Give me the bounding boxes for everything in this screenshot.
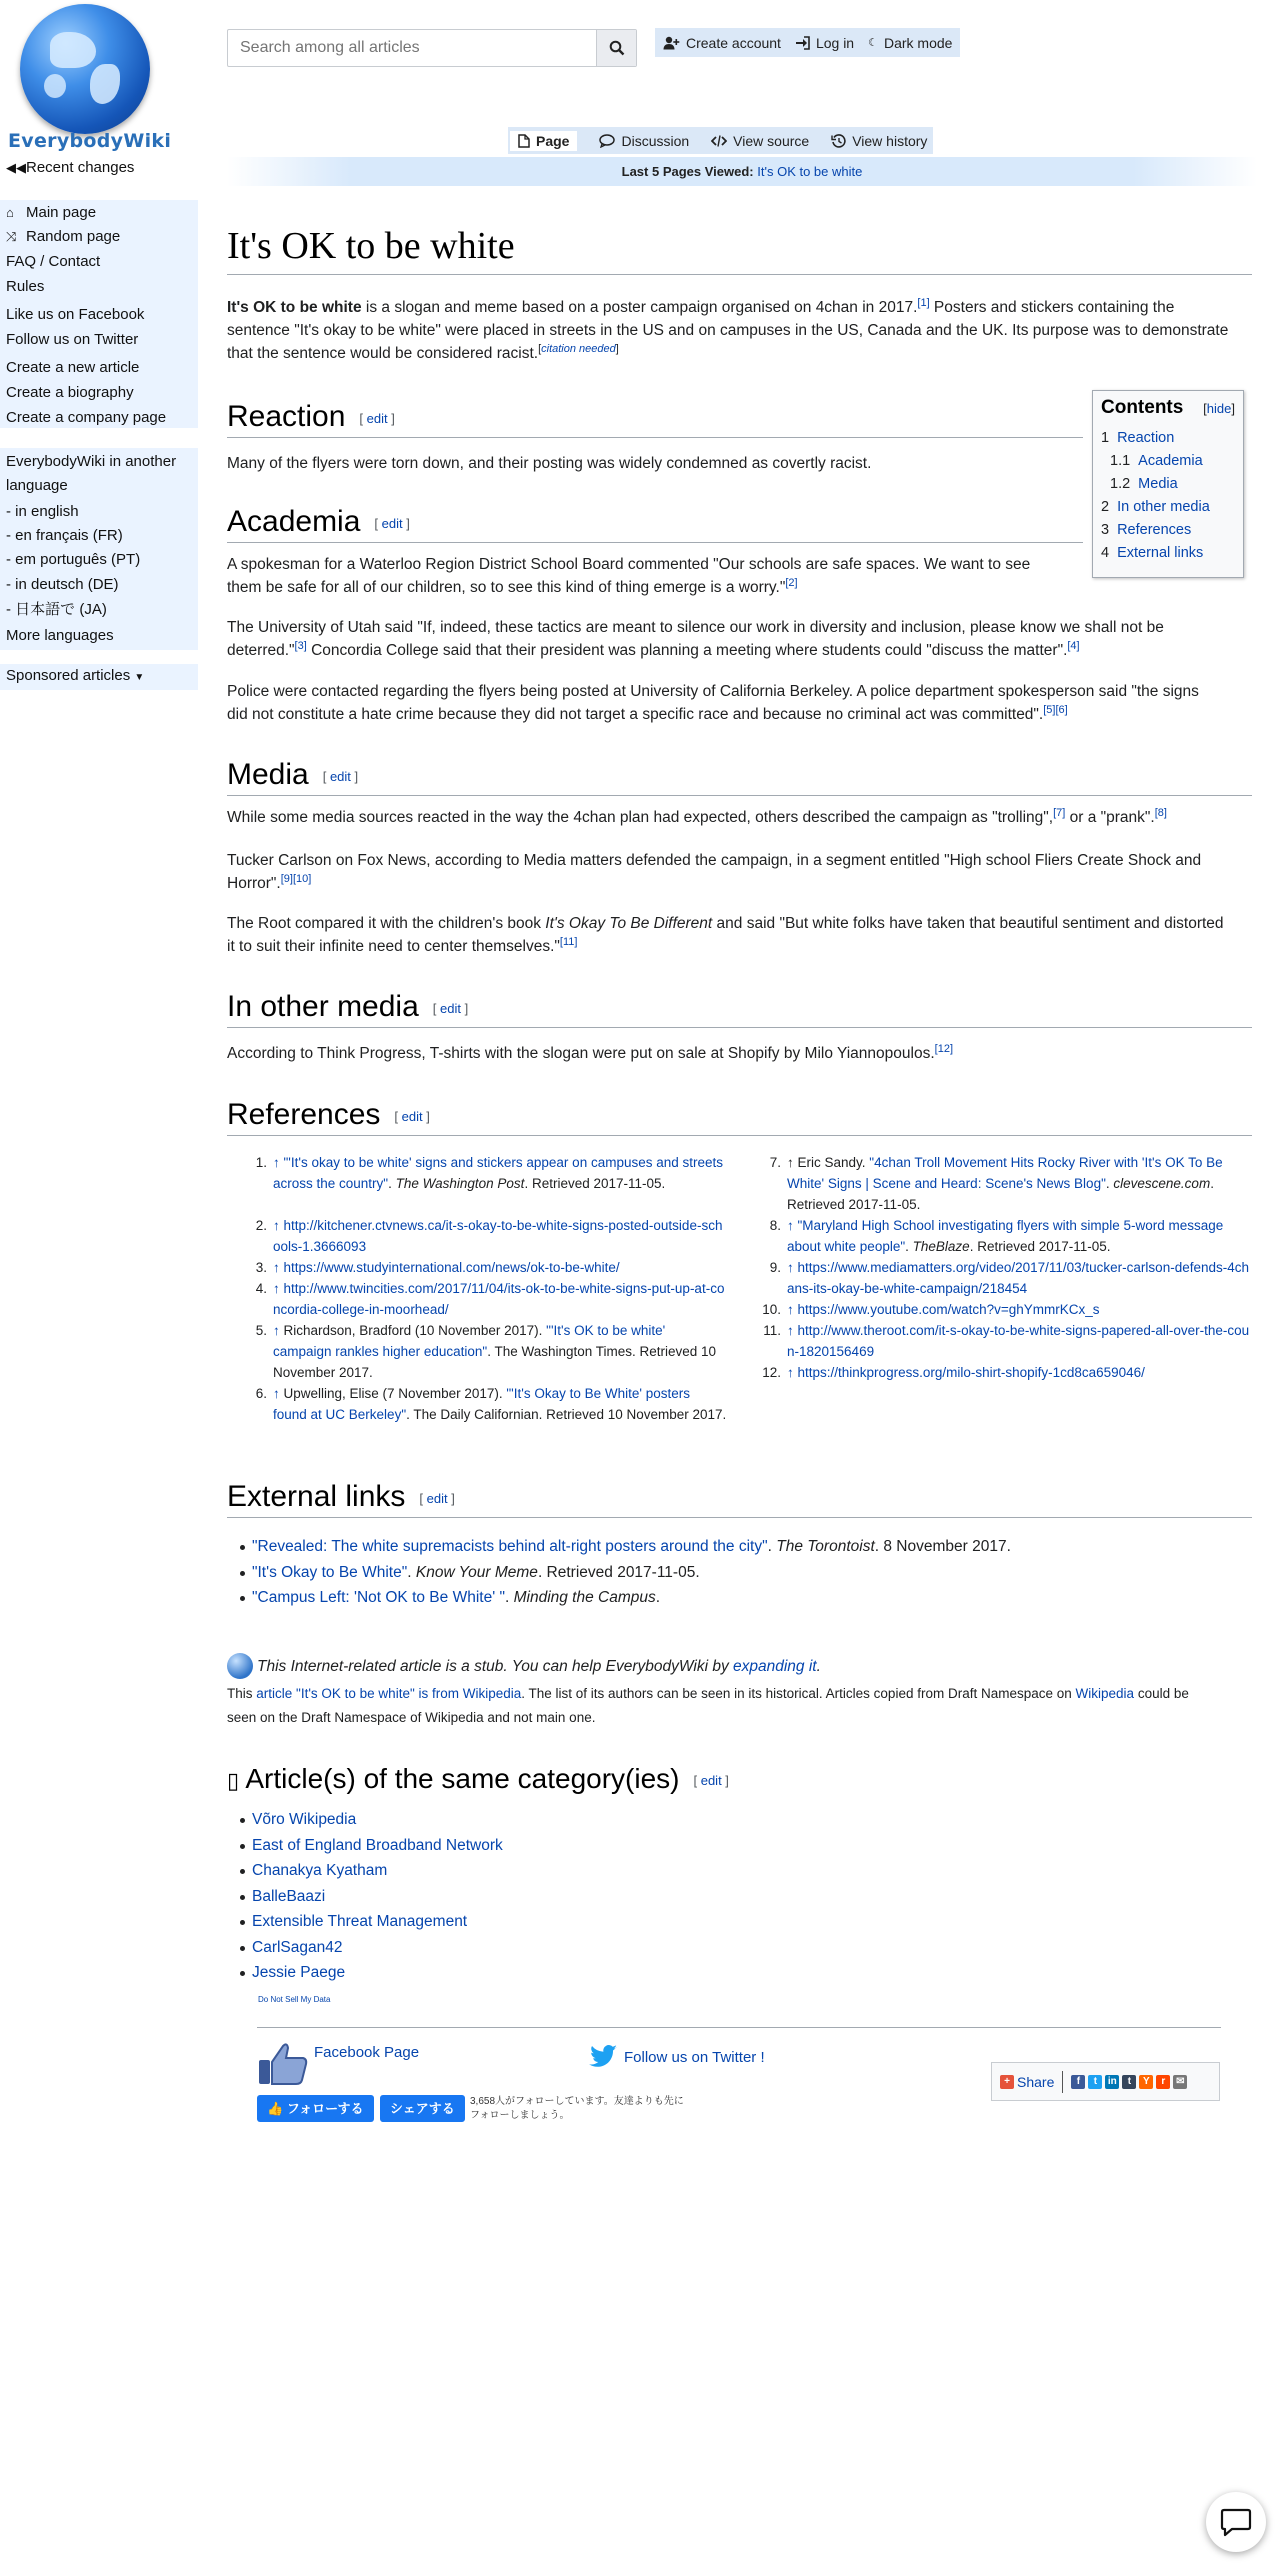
toc-item-in-other-media[interactable]: 2 In other media	[1101, 499, 1210, 515]
external-links-list	[227, 1534, 1011, 1611]
toc-item-reaction[interactable]: 1 Reaction	[1101, 430, 1175, 446]
sidebar-lang-en[interactable]: - in english	[6, 503, 79, 520]
search-icon	[609, 40, 625, 56]
tab-page[interactable]: Page	[510, 131, 577, 151]
speech-bubble-icon	[599, 134, 615, 148]
toc-title: Contents	[1101, 397, 1184, 418]
external-link-2: "It's Okay to Be White". Know Your Meme. Retrieved 2017-11-05.	[227, 1560, 1011, 1586]
edit-reaction-link[interactable]: [ edit ]	[359, 410, 395, 426]
reference-4: 4. ↑ http://www.twincities.com/2017/11/04/its-ok-to-be-white-signs-put-up-at-concordia-college-in-moorhead/	[255, 1281, 725, 1317]
cite-ref-3[interactable]: [3]	[294, 639, 307, 652]
reference-2: 2. ↑ http://kitchener.ctvnews.ca/it-s-okay-to-be-white-signs-posted-outside-schools-1.3666093	[255, 1218, 723, 1254]
caret-down-icon: ▼	[134, 672, 145, 683]
category-article-item: CarlSagan42	[227, 1935, 503, 1961]
edit-references-link[interactable]: [ edit ]	[394, 1108, 430, 1124]
linkedin-share-icon[interactable]: in	[1105, 2075, 1119, 2089]
heading-academia: Academia [ edit ]	[227, 505, 1083, 543]
heading-media: Media [ edit ]	[227, 758, 1252, 796]
category-article-item: Võro Wikipedia	[227, 1807, 503, 1833]
heading-references: References [ edit ]	[227, 1098, 1252, 1136]
tab-view-history[interactable]: View history	[831, 133, 927, 149]
sidebar-item-biography[interactable]: Create a biography	[6, 384, 134, 401]
sidebar-more-languages[interactable]: More languages	[6, 627, 114, 644]
facebook-share-button[interactable]: シェアする	[380, 2095, 465, 2122]
stub-notice: This Internet-related article is a stub. You can help EverybodyWiki by expanding it.	[227, 1653, 821, 1679]
thumbs-up-icon	[257, 2040, 309, 2086]
share-button[interactable]: Share	[1017, 2073, 1055, 2090]
media-paragraph-3: The Root compared it with the children's book It's Okay To Be Different and said "But white folks have taken that beautiful sentiment and distorted it to suit their infinite need to center themselves."[11]	[227, 915, 1224, 955]
sidebar-other-language-title: EverybodyWiki in another language	[6, 453, 177, 494]
toc-item-references[interactable]: 3 References	[1101, 522, 1192, 538]
cite-ref-5-6[interactable]: [5][6]	[1043, 703, 1068, 716]
heading-reaction: Reaction [ edit ]	[227, 400, 1083, 438]
cite-ref-7[interactable]: [7]	[1053, 806, 1066, 819]
external-link-1: "Revealed: The white supremacists behind alt-right posters around the city". The Torontoist. 8 November 2017.	[227, 1534, 1011, 1560]
wikipedia-source-link[interactable]: article "It's OK to be white" is from Wikipedia	[256, 1686, 522, 1701]
category-article-item: Jessie Paege	[227, 1960, 503, 1986]
edit-category-link[interactable]: [ edit ]	[693, 1773, 729, 1789]
facebook-like-icon: 👍	[267, 2101, 284, 2116]
sidebar-item-company[interactable]: Create a company page	[6, 409, 167, 426]
wikipedia-link[interactable]: Wikipedia	[1075, 1686, 1135, 1701]
reference-3: 3. ↑ https://www.studyinternational.com/news/ok-to-be-white/	[255, 1260, 620, 1275]
edit-academia-link[interactable]: [ edit ]	[374, 515, 410, 531]
edit-media-link[interactable]: [ edit ]	[322, 768, 359, 784]
facebook-follow-button[interactable]: 👍 フォローする	[257, 2095, 374, 2122]
shuffle-icon: ⤨	[6, 229, 17, 244]
share-plus-icon: +	[1000, 2075, 1014, 2089]
twitter-bird-icon	[588, 2044, 618, 2070]
search-input[interactable]	[228, 30, 598, 66]
sidebar-sponsored-articles[interactable]: Sponsored articles ▼	[0, 664, 198, 690]
add-user-icon	[663, 36, 680, 50]
heading-in-other-media: In other media [ edit ]	[227, 990, 1252, 1028]
edit-external-links-link[interactable]: [ edit ]	[419, 1490, 455, 1506]
category-articles-list	[227, 1807, 503, 1986]
sidebar-item-main-page[interactable]: ⌂ Main page	[0, 201, 198, 225]
dark-mode-toggle[interactable]: ☾ Dark mode	[868, 34, 953, 51]
sidebar-lang-ja[interactable]: - 日本語で (JA)	[6, 601, 107, 618]
sidebar-item-twitter[interactable]: Follow us on Twitter	[6, 331, 139, 348]
footer-divider	[257, 2027, 1221, 2028]
heading-external-links: External links [ edit ]	[227, 1480, 1252, 1518]
category-article-item: BalleBaazi	[227, 1884, 503, 1910]
twitter-share-icon[interactable]: t	[1088, 2075, 1102, 2089]
toc-hide-toggle[interactable]: [hide]	[1203, 401, 1235, 416]
hacker-news-share-icon[interactable]: Y	[1139, 2075, 1153, 2089]
expand-stub-link[interactable]: expanding it	[733, 1657, 817, 1675]
site-logo[interactable]	[8, 4, 172, 154]
last-viewed-link[interactable]: It's OK to be white	[757, 164, 863, 179]
user-bar	[655, 28, 960, 57]
cite-ref-12[interactable]: [12]	[934, 1042, 954, 1055]
sidebar-item-random-page[interactable]: ⤨ Random page	[0, 225, 198, 249]
references-column-right	[741, 1152, 1251, 1383]
sidebar-lang-fr[interactable]: - en français (FR)	[6, 527, 123, 544]
external-link-3: "Campus Left: 'Not OK to Be White' ". Minding the Campus.	[227, 1585, 1011, 1611]
facebook-follow-count: 3,658人がフォローしています。友達よりも先に フォローしましょう。	[470, 2096, 684, 2121]
references-column-left	[227, 1152, 727, 1446]
reference-10: 10. ↑ https://www.youtube.com/watch?v=ghYmmrKCx_s	[762, 1302, 1100, 1317]
history-icon	[831, 134, 846, 148]
facebook-share-icon[interactable]: f	[1071, 2075, 1085, 2089]
page-tabs	[508, 127, 933, 154]
sidebar-lang-de[interactable]: - in deutsch (DE)	[6, 576, 119, 593]
cite-ref-9-10[interactable]: [9][10]	[280, 872, 312, 885]
media-paragraph-1: While some media sources reacted in the way the 4chan plan had expected, others described the campaign as "trolling",[7] or a "prank".[8]	[227, 806, 1167, 826]
reference-9: 9. ↑ https://www.mediamatters.org/video/2017/11/03/tucker-carlson-defends-4chans-its-okay-be-white-campaign/218454	[769, 1260, 1249, 1296]
email-share-icon[interactable]: ✉	[1173, 2075, 1187, 2089]
edit-other-media-link[interactable]: [ edit ]	[432, 1000, 469, 1016]
cite-ref-2[interactable]: [2]	[785, 576, 798, 589]
do-not-sell-link[interactable]: Do Not Sell My Data	[258, 1995, 331, 2004]
sidebar-item-faq[interactable]: FAQ / Contact	[6, 253, 101, 270]
globe-logo-icon	[20, 4, 150, 134]
chat-icon	[1219, 2507, 1253, 2537]
sidebar-item-new-article[interactable]: Create a new article	[6, 359, 140, 376]
category-article-item: Chanakya Kyatham	[227, 1858, 503, 1884]
reaction-text: Many of the flyers were torn down, and their posting was widely condemned as covertly racist.	[227, 455, 872, 472]
citation-needed[interactable]: [citation needed]	[538, 342, 619, 355]
reddit-share-icon[interactable]: r	[1156, 2075, 1170, 2089]
academia-paragraph-1: A spokesman for a Waterloo Region District School Board commented "Our schools are safe spaces. We want to see them be safe for all of our children, so to see this kind of thing emerge is a worry."[2]	[227, 556, 1031, 596]
sidebar-lang-pt[interactable]: - em português (PT)	[6, 551, 141, 568]
toc-item-media[interactable]: 1.2 Media	[1110, 476, 1178, 492]
category-article-item: Extensible Threat Management	[227, 1909, 503, 1935]
create-account-link[interactable]: Create account	[663, 35, 781, 51]
reference-7: 7. ↑ Eric Sandy. "4chan Troll Movement Hits Rocky River with 'It's OK To Be White' Signs | Scene and Heard: Scene's News Blog". clevescene.com. Retrieved 2017-11-05.	[769, 1155, 1223, 1212]
academia-paragraph-2: The University of Utah said "If, indeed, these tactics are meant to silence our work in diversity and inclusion, please know we shall not be deterred."[3] Concordia College said that their president was planning a meeting where students could "discuss the matter".[4]	[227, 619, 1164, 659]
reference-11: 11. ↑ http://www.theroot.com/it-s-okay-to-be-white-signs-papered-all-over-the-coun-1820156469	[763, 1323, 1250, 1359]
search-box	[227, 29, 637, 67]
toc-item-external-links[interactable]: 4 External links	[1101, 545, 1204, 561]
page-title: It's OK to be white	[227, 224, 1252, 275]
folder-icon: ▯	[227, 1768, 240, 1793]
toc-item-academia[interactable]: 1.1 Academia	[1110, 453, 1203, 469]
sidebar-item-rules[interactable]: Rules	[6, 278, 45, 295]
last-viewed-bar	[227, 157, 1257, 186]
search-button[interactable]	[596, 30, 636, 66]
site-name: EverybodyWiki	[8, 130, 172, 152]
internet-globe-icon	[227, 1653, 253, 1679]
home-icon: ⌂	[6, 205, 14, 220]
tumblr-share-icon[interactable]: t	[1122, 2075, 1136, 2089]
source-notice: This article "It's OK to be white" is from Wikipedia. The list of its authors can be seen in its historical. Articles copied from Draft Namespace on Wikipedia could be seen on the Draft Namespace of Wikipedia and not main one.	[227, 1686, 1189, 1725]
twitter-follow-link[interactable]: Follow us on Twitter !	[588, 2044, 765, 2070]
last-viewed-label: Last 5 Pages Viewed:	[621, 164, 754, 179]
tab-discussion[interactable]: Discussion	[599, 133, 689, 149]
reference-8: 8. ↑ "Maryland High School investigating flyers with simple 5-word message about white people". TheBlaze. Retrieved 2017-11-05.	[769, 1218, 1224, 1254]
academia-paragraph-3: Police were contacted regarding the flyers being posted at University of California Berkeley. A police department spokesperson said "the signs did not constitute a hate crime because they did not target a specific race and because no criminal act was committed".[5][6]	[227, 683, 1199, 723]
cite-ref-4[interactable]: [4]	[1067, 639, 1080, 652]
moon-icon: ☾	[868, 37, 878, 49]
sidebar-item-recent-changes[interactable]: ◀◀Recent changes	[0, 156, 198, 180]
cite-ref-1[interactable]: [1]	[917, 296, 930, 309]
facebook-page-link[interactable]: Facebook Page	[257, 2040, 419, 2086]
code-icon	[711, 135, 727, 147]
reference-5: 5. ↑ Richardson, Bradford (10 November 2017). "'It's OK to be white' campaign rankles higher education". The Washington Times. Retrieved 10 November 2017.	[255, 1323, 717, 1380]
share-toolbar	[991, 2062, 1220, 2101]
table-of-contents	[1092, 390, 1244, 578]
tab-view-source[interactable]: View source	[711, 133, 809, 149]
login-icon	[795, 36, 810, 50]
chat-widget-button[interactable]	[1206, 2492, 1266, 2552]
backward-icon: ◀◀	[6, 160, 26, 175]
page-icon	[518, 134, 530, 148]
reference-12: 12. ↑ https://thinkprogress.org/milo-shirt-shopify-1cd8ca659046/	[762, 1365, 1145, 1380]
heading-same-category: ▯ Article(s) of the same category(ies) [ edit ]	[227, 1763, 729, 1794]
other-media-text: According to Think Progress, T-shirts with the slogan were put on sale at Shopify by Milo Yiannopoulos.[12]	[227, 1042, 954, 1062]
cite-ref-11[interactable]: [11]	[559, 935, 578, 948]
reference-1: 1. ↑ "'It's okay to be white' signs and stickers appear on campuses and streets across the country". The Washington Post. Retrieved 2017-11-05.	[255, 1155, 724, 1191]
reference-6: 6. ↑ Upwelling, Elise (7 November 2017). "'It's Okay to Be White' posters found at UC Berkeley". The Daily Californian. Retrieved 10 November 2017.	[255, 1386, 727, 1422]
lead-paragraph: It's OK to be white is a slogan and meme based on a poster campaign organised on 4chan in 2017.[1] Posters and stickers containing the sentence "It's okay to be white" were placed in streets in the US and on campuses in the US, Canada and the UK. Its purpose was to demonstrate that the sentence would be considered racist.[citation needed]	[227, 296, 1229, 362]
sidebar-item-facebook[interactable]: Like us on Facebook	[6, 306, 145, 323]
category-article-item: East of England Broadband Network	[227, 1833, 503, 1859]
login-link[interactable]: Log in	[795, 35, 854, 51]
cite-ref-8[interactable]: [8]	[1154, 806, 1167, 819]
media-paragraph-2: Tucker Carlson on Fox News, according to Media matters defended the campaign, in a segment entitled "High school Fliers Create Shock and Horror".[9][10]	[227, 852, 1202, 892]
